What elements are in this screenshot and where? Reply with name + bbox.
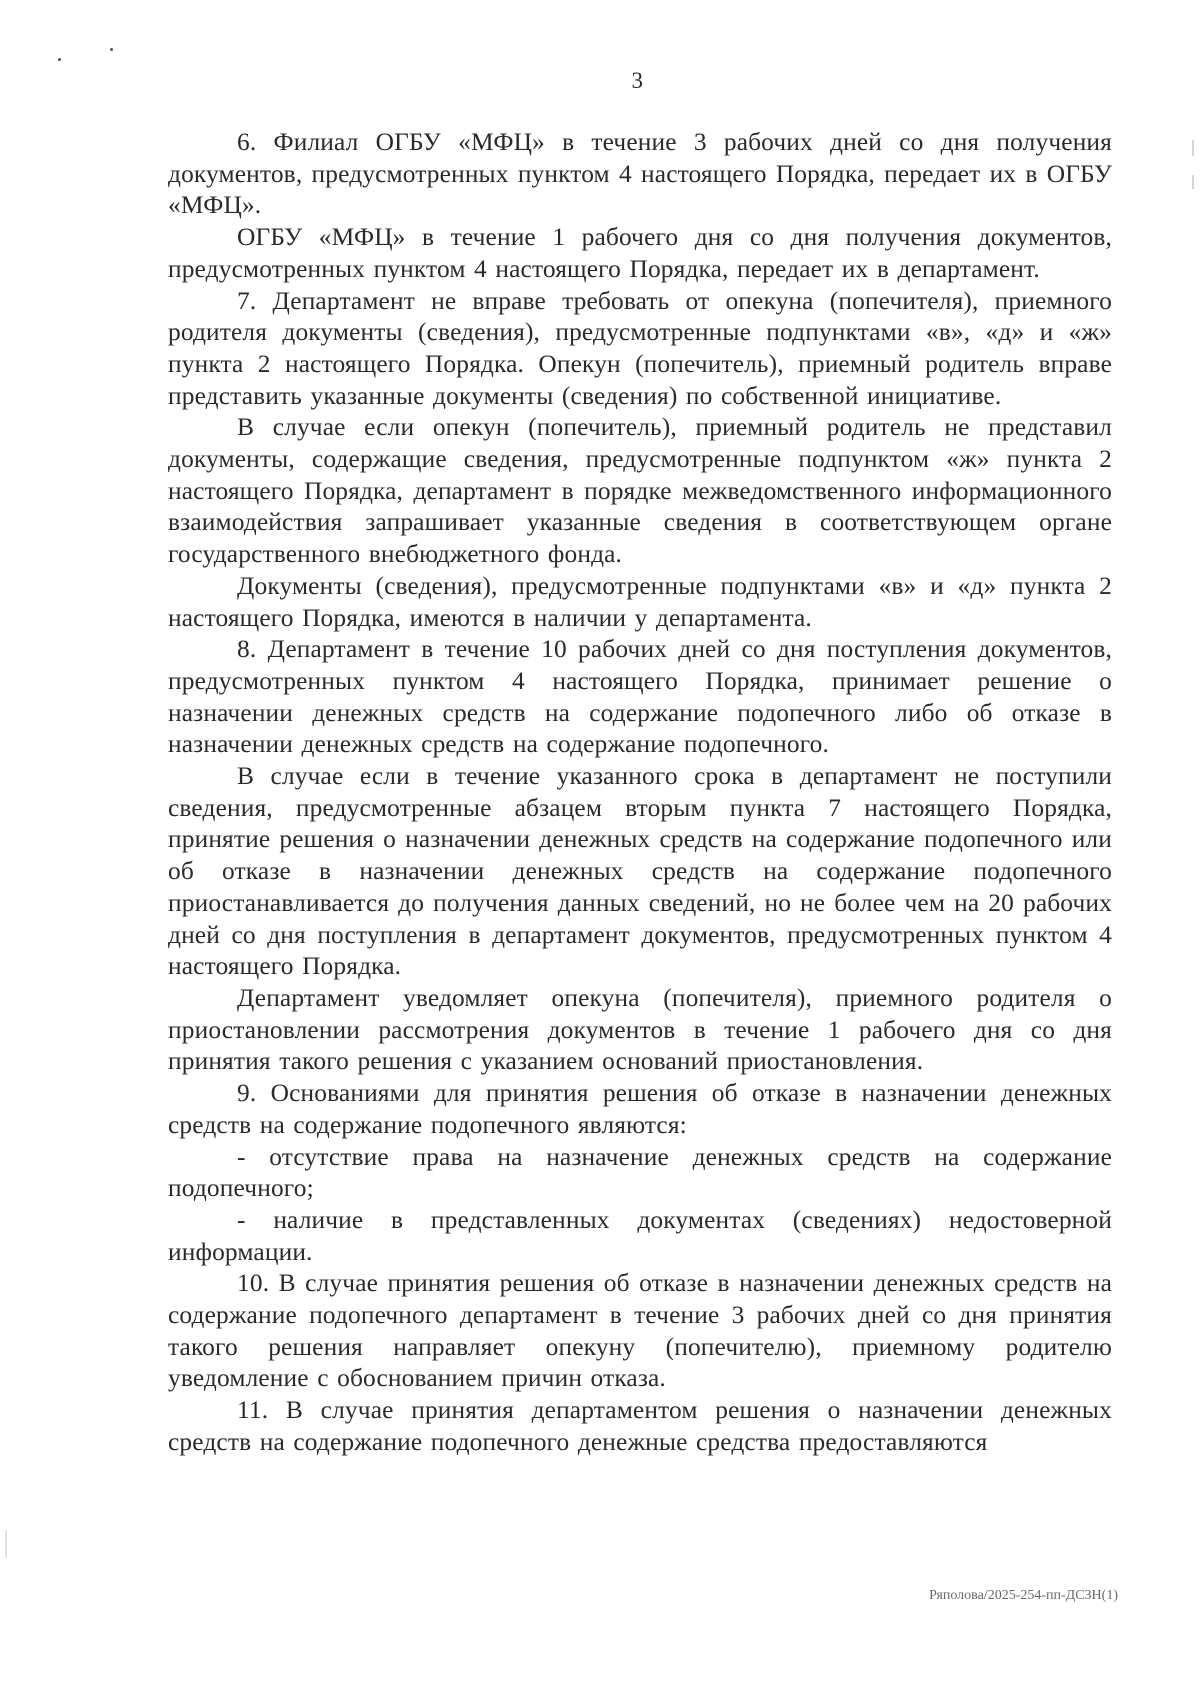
paragraph-8: 8. Департамент в течение 10 рабочих дней со дня поступления документов, предусмотренных пунктом 4 настоящего Порядка, принимает решение о назначении денежных средств на содержание подопечного либо об отказе в назначении денежных средств на содержание подопечного. <box>168 635 1112 759</box>
paragraph-11: 11. В случае принятия департаментом решения о назначении денежных средств на содержание подопечного денежные средства предоставляются <box>168 1396 1112 1456</box>
paragraph-8-notice: Департамент уведомляет опекуна (попечителя), приемного родителя о приостановлении рассмотрения документов в течение 1 рабочего дня со дня принятия такого решения с указанием оснований приостановления. <box>168 983 1112 1076</box>
scan-edge-mark <box>5 1530 7 1558</box>
document-body <box>168 127 1112 1459</box>
paragraph-9-item-2: - наличие в представленных документах (сведениях) недостоверной информации. <box>168 1205 1112 1266</box>
paragraph-8-suspension: В случае если в течение указанного срока в департамент не поступили сведения, предусмотренные абзацем вторым пункта 7 настоящего Порядка, принятие решения о назначении денежных средств на содержание подопечного или об отказе в назначении денежных средств на содержание подопечного приостанавливается до получения данных сведений, но не более чем на 20 рабочих дней со дня поступления в департамент документов, предусмотренных пунктом 4 настоящего Порядка. <box>168 762 1112 981</box>
paragraph-7-available: Документы (сведения), предусмотренные подпунктами «в» и «д» пункта 2 настоящего Порядка, имеются в наличии у департамента. <box>168 571 1112 632</box>
scan-speck <box>110 48 113 51</box>
scan-edge-mark <box>1192 140 1194 156</box>
paragraph-7: 7. Департамент не вправе требовать от опекуна (попечителя), приемного родителя документы (сведения), предусмотренные подпунктами «в», «д» и «ж» пункта 2 настоящего Порядка. Опекун (попечитель), приемный родитель вправе представить указанные документы (сведения) по собственной инициативе. <box>168 286 1112 410</box>
scan-speck <box>58 58 61 61</box>
paragraph-6-mfc: ОГБУ «МФЦ» в течение 1 рабочего дня со дня получения документов, предусмотренных пунктом 4 настоящего Порядка, передает их в департамент. <box>168 223 1112 283</box>
paragraph-10: 10. В случае принятия решения об отказе в назначении денежных средств на содержание подопечного департамент в течение 3 рабочих дней со дня принятия такого решения направляет опекуну (попечителю), приемному родителю уведомление с обоснованием причин отказа. <box>168 1269 1112 1393</box>
document-footer-code: Ряполова/2025-254-пп-ДСЗН(1) <box>929 1588 1118 1603</box>
paragraph-7-interagency: В случае если опекун (попечитель), приемный родитель не представил документы, содержащие сведения, предусмотренные подпунктом «ж» пункта 2 настоящего Порядка, департамент в порядке межведомственного информационного взаимодействия запрашивает указанные сведения в соответствующем органе государственного внебюджетного фонда. <box>168 413 1112 569</box>
paragraph-9: 9. Основаниями для принятия решения об отказе в назначении денежных средств на содержание подопечного являются: <box>168 1079 1112 1139</box>
paragraph-9-item-1: - отсутствие права на назначение денежных средств на содержание подопечного; <box>168 1142 1112 1203</box>
page-number: 3 <box>631 68 644 93</box>
paragraph-6: 6. Филиал ОГБУ «МФЦ» в течение 3 рабочих дней со дня получения документов, предусмотренных пунктом 4 настоящего Порядка, передает их в ОГБУ «МФЦ». <box>168 128 1112 220</box>
scan-edge-mark <box>1192 175 1194 189</box>
